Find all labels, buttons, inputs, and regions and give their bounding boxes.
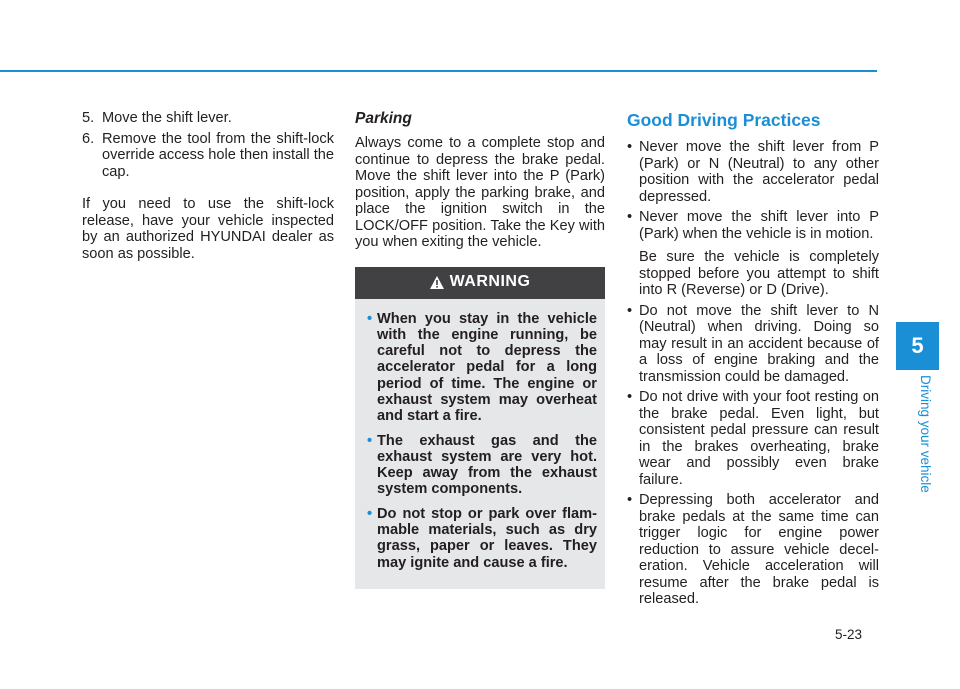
warning-text: The exhaust gas and the exhaust system are very hot. Keep away from the exhaust system components. xyxy=(377,432,597,498)
middle-column xyxy=(355,110,605,589)
step-item xyxy=(82,131,334,181)
practice-item xyxy=(627,303,879,386)
practice-item xyxy=(627,389,879,488)
practice-text: Do not drive with your foot resting on the brake pedal. Even light, but consistent pedal pressure can result in the brakes overheating, brake wear and possibly even brake failure. xyxy=(639,389,879,488)
warning-box xyxy=(355,267,605,589)
step-number: 6. xyxy=(82,130,95,147)
warning-title: WARNING xyxy=(449,273,531,291)
good-driving-list xyxy=(627,139,879,608)
warning-triangle-icon xyxy=(430,276,444,289)
chapter-label: Driving your vehicle xyxy=(918,375,933,493)
good-driving-heading: Good Driving Practices xyxy=(627,110,821,130)
step-number: 5. xyxy=(82,110,95,126)
bullet-icon: • xyxy=(367,310,373,327)
shift-lock-paragraph: If you need to use the shift-lock release, have your vehicle inspected by an authorized HYUNDAI dealer as soon as possible. xyxy=(82,196,334,262)
warning-header xyxy=(355,267,605,299)
practice-item xyxy=(627,492,879,608)
header-rule xyxy=(0,70,877,72)
practice-item xyxy=(627,139,879,205)
practice-note: Be sure the vehicle is completely stopped before you attempt to shift into R (Reverse) or D (Drive). xyxy=(639,249,879,298)
practice-text: Never move the shift lever from P (Park) or N (Neutral) to any other position with the accelerator pedal depressed. xyxy=(639,139,879,205)
practice-text: Never move the shift lever into P (Park) when the vehicle is in motion. xyxy=(639,209,879,242)
bullet-icon: • xyxy=(627,139,633,155)
step-item xyxy=(82,110,334,127)
bullet-icon: • xyxy=(627,209,633,225)
right-column xyxy=(627,110,879,612)
warning-text: When you stay in the vehicle with the engine running, be careful not to depress the accelerator pedal for a long period of time. The engine or exhaust system may overheat and start a fire. xyxy=(377,310,597,425)
parking-paragraph: Always come to a complete stop and continue to depress the brake pedal. Move the shift lever into the P (Park) position, apply the parking brake, and place the ignition switch in the LOCK/OFF position. Take the Key with you when exiting the vehicle. xyxy=(355,135,605,250)
warning-item xyxy=(367,506,597,571)
bullet-icon: • xyxy=(367,505,373,522)
chapter-tab xyxy=(896,322,939,370)
practice-item xyxy=(627,209,879,299)
page-number: 5-23 xyxy=(835,627,863,642)
bullet-icon: • xyxy=(627,389,633,405)
bullet-icon: • xyxy=(367,432,373,449)
practice-text: Do not move the shift lever to N (Neutral) when driving. Doing so may result in an accident because of a loss of engine braking and the transmission could be damaged. xyxy=(639,302,879,385)
steps-list xyxy=(82,110,334,180)
warning-text: Do not stop or park over flam-mable materials, such as dry grass, paper or leaves. They may ignite and cause a fire. xyxy=(377,505,597,571)
left-column xyxy=(82,110,334,262)
bullet-icon: • xyxy=(627,302,633,319)
warning-item xyxy=(367,311,597,425)
practice-text: Depressing both accelerator and brake pedals at the same time can trigger logic for engine power reduction to assure vehicle decel-eration. Vehicle acceleration will resume after the brake pedal is released. xyxy=(639,492,879,607)
warning-item xyxy=(367,433,597,498)
warning-list xyxy=(355,299,605,571)
step-text: Remove the tool from the shift-lock override access hole then install the cap. xyxy=(102,130,335,180)
parking-heading: Parking xyxy=(355,110,412,127)
bullet-icon: • xyxy=(627,492,633,508)
step-text: Move the shift lever. xyxy=(102,110,232,126)
chapter-number: 5 xyxy=(911,333,924,358)
